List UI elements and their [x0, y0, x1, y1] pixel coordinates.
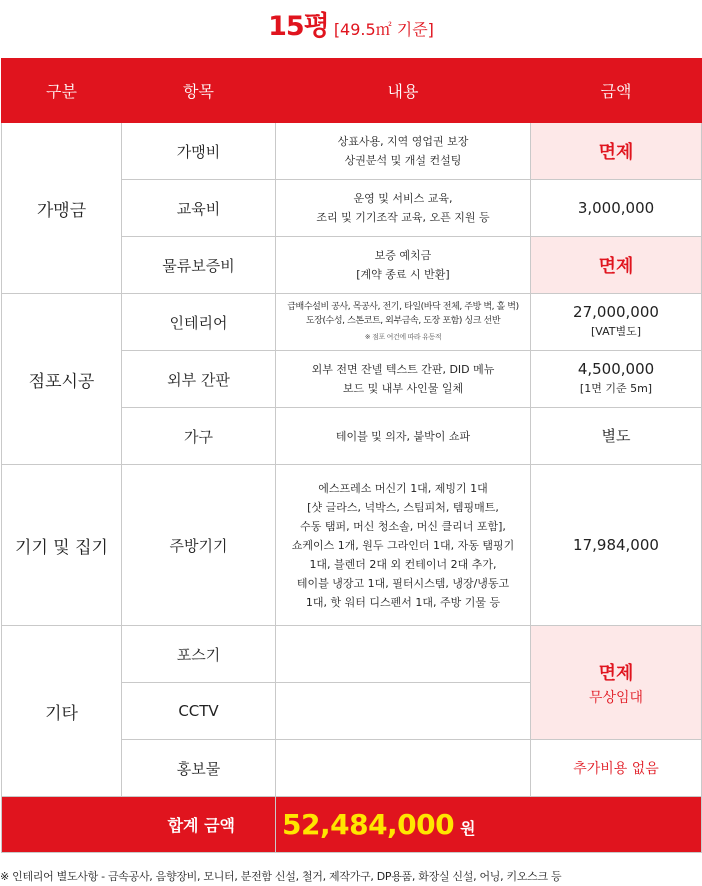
page-title — [0, 0, 702, 44]
item-note: ※ 점포 여건에 따라 유동적 — [364, 333, 442, 341]
total-row — [2, 797, 702, 853]
item-label: 외부 간판 — [122, 351, 276, 408]
header-category: 구분 — [2, 59, 122, 123]
category-franchise: 가맹금 — [2, 123, 122, 294]
item-content-empty — [276, 740, 531, 797]
item-content: 외부 전면 잔넬 텍스트 간판, DID 메뉴 보드 및 내부 사인물 일체 — [276, 351, 531, 408]
table-row — [2, 626, 702, 683]
item-label: CCTV — [122, 683, 276, 740]
item-label: 포스기 — [122, 626, 276, 683]
amount-promo: 추가비용 없음 — [531, 740, 702, 797]
total-value-cell — [276, 797, 702, 853]
title-area: [49.5㎡ 기준] — [333, 20, 434, 39]
amount-value: 27,000,000 [VAT별도] — [531, 294, 702, 351]
item-content: 상표사용, 지역 영업권 보장 상권분석 및 개설 컨설팅 — [276, 123, 531, 180]
item-content: 급배수설비 공사, 목공사, 전기, 타일(바닥 전체, 주방 벽, 홀 벽) 도장(수성, 스톤코트, 외부금속, 도장 포함) 싱크 선반 ※ 점포 여건에 따라 유동적 — [276, 294, 531, 351]
item-label: 가구 — [122, 408, 276, 465]
table-header — [2, 59, 702, 123]
amount-free: 면제 — [531, 237, 702, 294]
item-label: 물류보증비 — [122, 237, 276, 294]
header-amount: 금액 — [531, 59, 702, 123]
total-value: 52,484,000 — [282, 808, 455, 841]
item-content: 에스프레소 머신기 1대, 제빙기 1대 [샷 글라스, 넉박스, 스팀피처, 템핑매트, 수동 탬퍼, 머신 청소솔, 머신 클리너 포함], 쇼케이스 1개, 원두 그라인더 1대, 자동 탬핑기 1대, 블렌더 2대 외 컨테이너 2대 추가, 테이블 냉장고 1대, 필터시스템, 냉장/냉동고 1대, 핫 워터 디스펜서 1대, 주방 기물 등 — [276, 465, 531, 626]
amount-value: 4,500,000 [1면 기준 5m] — [531, 351, 702, 408]
item-content: 테이블 및 의자, 붙박이 쇼파 — [276, 408, 531, 465]
item-label: 주방기기 — [122, 465, 276, 626]
amount-value: 별도 — [531, 408, 702, 465]
total-label: 합계 금액 — [167, 816, 235, 835]
amount-free: 면제 — [531, 123, 702, 180]
table-row — [2, 123, 702, 180]
item-label: 가맹비 — [122, 123, 276, 180]
amount-value: 3,000,000 — [531, 180, 702, 237]
item-content: 보증 예치금 [계약 종료 시 반환] — [276, 237, 531, 294]
title-size: 15평 — [268, 11, 329, 42]
category-equipment: 기기 및 집기 — [2, 465, 122, 626]
category-etc: 기타 — [2, 626, 122, 797]
category-construction: 점포시공 — [2, 294, 122, 465]
item-content-empty — [276, 626, 531, 683]
total-unit: 원 — [460, 819, 476, 838]
table-row — [2, 465, 702, 626]
table-row — [2, 294, 702, 351]
item-label: 인테리어 — [122, 294, 276, 351]
item-content-empty — [276, 683, 531, 740]
footnote: ※ 인테리어 별도사항 - 금속공사, 음향장비, 모니터, 분전함 신설, 철거, 제작가구, DP용품, 화장실 신설, 어닝, 키오스크 등 — [0, 870, 562, 883]
item-label: 홍보물 — [122, 740, 276, 797]
cost-table — [1, 58, 702, 853]
header-content: 내용 — [276, 59, 531, 123]
amount-free-merged: 면제 무상임대 — [531, 626, 702, 740]
total-label-cell — [2, 797, 276, 853]
amount-value: 17,984,000 — [531, 465, 702, 626]
header-item: 항목 — [122, 59, 276, 123]
item-content: 운영 및 서비스 교육, 조리 및 기기조작 교육, 오픈 지원 등 — [276, 180, 531, 237]
item-label: 교육비 — [122, 180, 276, 237]
